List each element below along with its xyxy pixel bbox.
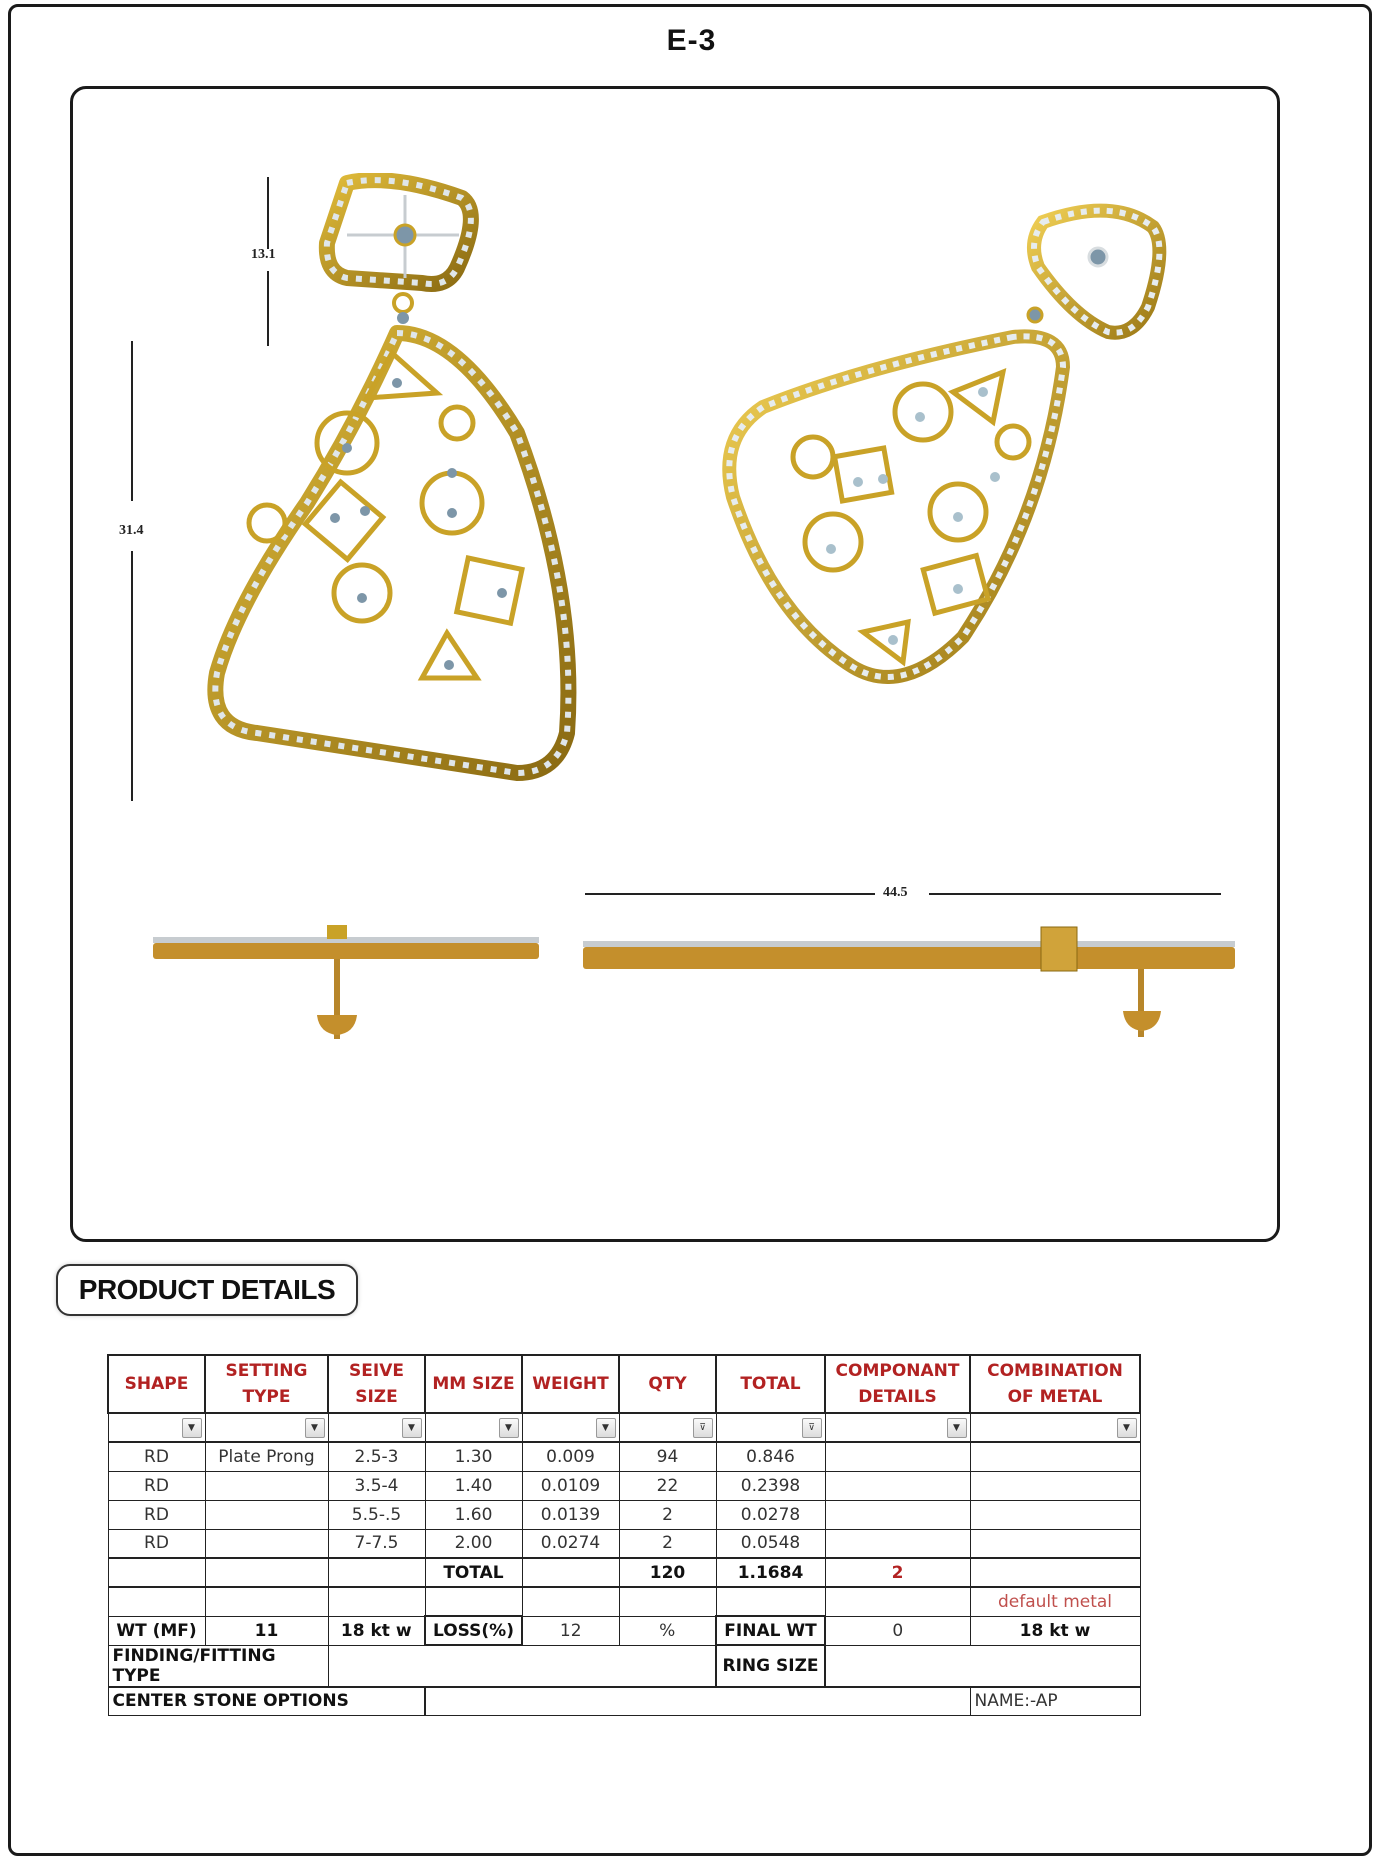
cell-shape: RD [108, 1442, 205, 1471]
loss-label: LOSS(%) [425, 1616, 522, 1645]
dimension-line-width-left [585, 893, 875, 895]
dimension-label-drop-height: 31.4 [119, 523, 144, 538]
cell-componant [825, 1471, 970, 1500]
cell-shape: RD [108, 1471, 205, 1500]
cell-weight: 0.0274 [522, 1529, 619, 1558]
earring-side-view-short [151, 923, 551, 1063]
cell-setting [205, 1500, 328, 1529]
metal-type: 18 kt w [328, 1616, 425, 1645]
cell-sieve: 2.5-3 [328, 1442, 425, 1471]
cell-total: 0.2398 [716, 1471, 825, 1500]
cell-qty: 94 [619, 1442, 716, 1471]
ring-size-value[interactable] [825, 1645, 1140, 1687]
dropdown-arrow-icon[interactable]: ▼ [402, 1418, 422, 1438]
product-details-heading: PRODUCT DETAILS [56, 1264, 358, 1316]
center-stone-options-value[interactable] [425, 1687, 970, 1716]
totals-weight: 1.1684 [716, 1558, 825, 1587]
cell-mm: 1.60 [425, 1500, 522, 1529]
drawing-frame [70, 86, 1280, 1242]
loss-value[interactable]: 12 [522, 1616, 619, 1645]
cell-setting [205, 1529, 328, 1558]
cell-combination [970, 1500, 1140, 1529]
dimension-line-drop [131, 341, 133, 501]
wt-mf-value[interactable]: 11 [205, 1616, 328, 1645]
col-header-componant-details: COMPONANT DETAILS [825, 1355, 970, 1413]
dropdown-arrow-icon[interactable]: ▼ [596, 1418, 616, 1438]
cell-combination [970, 1442, 1140, 1471]
final-wt-value: 0 [825, 1616, 970, 1645]
document-title: E-3 [666, 24, 717, 57]
cell-sieve: 3.5-4 [328, 1471, 425, 1500]
cell-componant [825, 1500, 970, 1529]
dimension-line-width-right [929, 893, 1221, 895]
cell-mm: 1.40 [425, 1471, 522, 1500]
cell-weight: 0.009 [522, 1442, 619, 1471]
wt-mf-label: WT (MF) [108, 1616, 205, 1645]
dimension-line-drop-lower [131, 551, 133, 801]
default-metal-note: default metal [970, 1587, 1140, 1616]
dimension-label-top-height: 13.1 [251, 247, 276, 262]
col-header-shape: SHAPE [108, 1355, 205, 1413]
component-count: 2 [825, 1558, 970, 1587]
cell-mm: 2.00 [425, 1529, 522, 1558]
totals-qty: 120 [619, 1558, 716, 1587]
cell-shape: RD [108, 1529, 205, 1558]
cell-componant [825, 1442, 970, 1471]
col-header-total: TOTAL [716, 1355, 825, 1413]
earring-side-view-long [581, 923, 1241, 1063]
earring-perspective-view [713, 197, 1273, 777]
dimension-label-width: 44.5 [883, 885, 908, 900]
totals-label: TOTAL [425, 1558, 522, 1587]
earring-front-view [197, 173, 617, 833]
cell-sieve: 7-7.5 [328, 1529, 425, 1558]
cell-total: 0.846 [716, 1442, 825, 1471]
metal-row [108, 1616, 1140, 1645]
combination-metal-value: 18 kt w [970, 1616, 1140, 1645]
cell-mm: 1.30 [425, 1442, 522, 1471]
table-row [108, 1500, 1140, 1529]
dropdown-arrow-icon[interactable]: ▼ [1117, 1418, 1137, 1438]
dropdown-arrow-icon[interactable]: ▼ [305, 1418, 325, 1438]
cell-total: 0.0278 [716, 1500, 825, 1529]
designer-name: NAME:-AP [970, 1687, 1140, 1716]
filter-row [108, 1413, 1140, 1442]
table-row [108, 1442, 1140, 1471]
totals-row [108, 1558, 1140, 1587]
table-row [108, 1529, 1140, 1558]
cell-qty: 2 [619, 1500, 716, 1529]
center-stone-row [108, 1687, 1140, 1716]
cell-qty: 22 [619, 1471, 716, 1500]
filter-funnel-icon[interactable]: ⊽ [802, 1418, 822, 1438]
cell-combination [970, 1529, 1140, 1558]
col-header-setting-type: SETTING TYPE [205, 1355, 328, 1413]
col-header-mm-size: MM SIZE [425, 1355, 522, 1413]
cell-shape: RD [108, 1500, 205, 1529]
cell-weight: 0.0139 [522, 1500, 619, 1529]
cell-setting: Plate Prong [205, 1442, 328, 1471]
col-header-qty: QTY [619, 1355, 716, 1413]
table-header-row [108, 1355, 1140, 1413]
ring-size-label: RING SIZE [716, 1645, 825, 1687]
col-header-seive-size: SEIVE SIZE [328, 1355, 425, 1413]
cell-total: 0.0548 [716, 1529, 825, 1558]
col-header-weight: WEIGHT [522, 1355, 619, 1413]
cell-componant [825, 1529, 970, 1558]
product-details-table [107, 1354, 1141, 1716]
cell-qty: 2 [619, 1529, 716, 1558]
table-row [108, 1471, 1140, 1500]
finding-fitting-type-label: FINDING/FITTING TYPE [108, 1645, 328, 1687]
dropdown-arrow-icon[interactable]: ▼ [182, 1418, 202, 1438]
finding-row [108, 1645, 1140, 1687]
col-header-combination-of-metal: COMBINATION OF METAL [970, 1355, 1140, 1413]
cell-setting [205, 1471, 328, 1500]
final-wt-label: FINAL WT [716, 1616, 825, 1645]
cell-weight: 0.0109 [522, 1471, 619, 1500]
finding-fitting-type-value[interactable] [328, 1645, 716, 1687]
filter-funnel-icon[interactable]: ⊽ [693, 1418, 713, 1438]
cell-sieve: 5.5-.5 [328, 1500, 425, 1529]
center-stone-options-label: CENTER STONE OPTIONS [108, 1687, 425, 1716]
dropdown-arrow-icon[interactable]: ▼ [499, 1418, 519, 1438]
dropdown-arrow-icon[interactable]: ▼ [947, 1418, 967, 1438]
cell-combination [970, 1471, 1140, 1500]
loss-unit: % [619, 1616, 716, 1645]
default-metal-row [108, 1587, 1140, 1616]
